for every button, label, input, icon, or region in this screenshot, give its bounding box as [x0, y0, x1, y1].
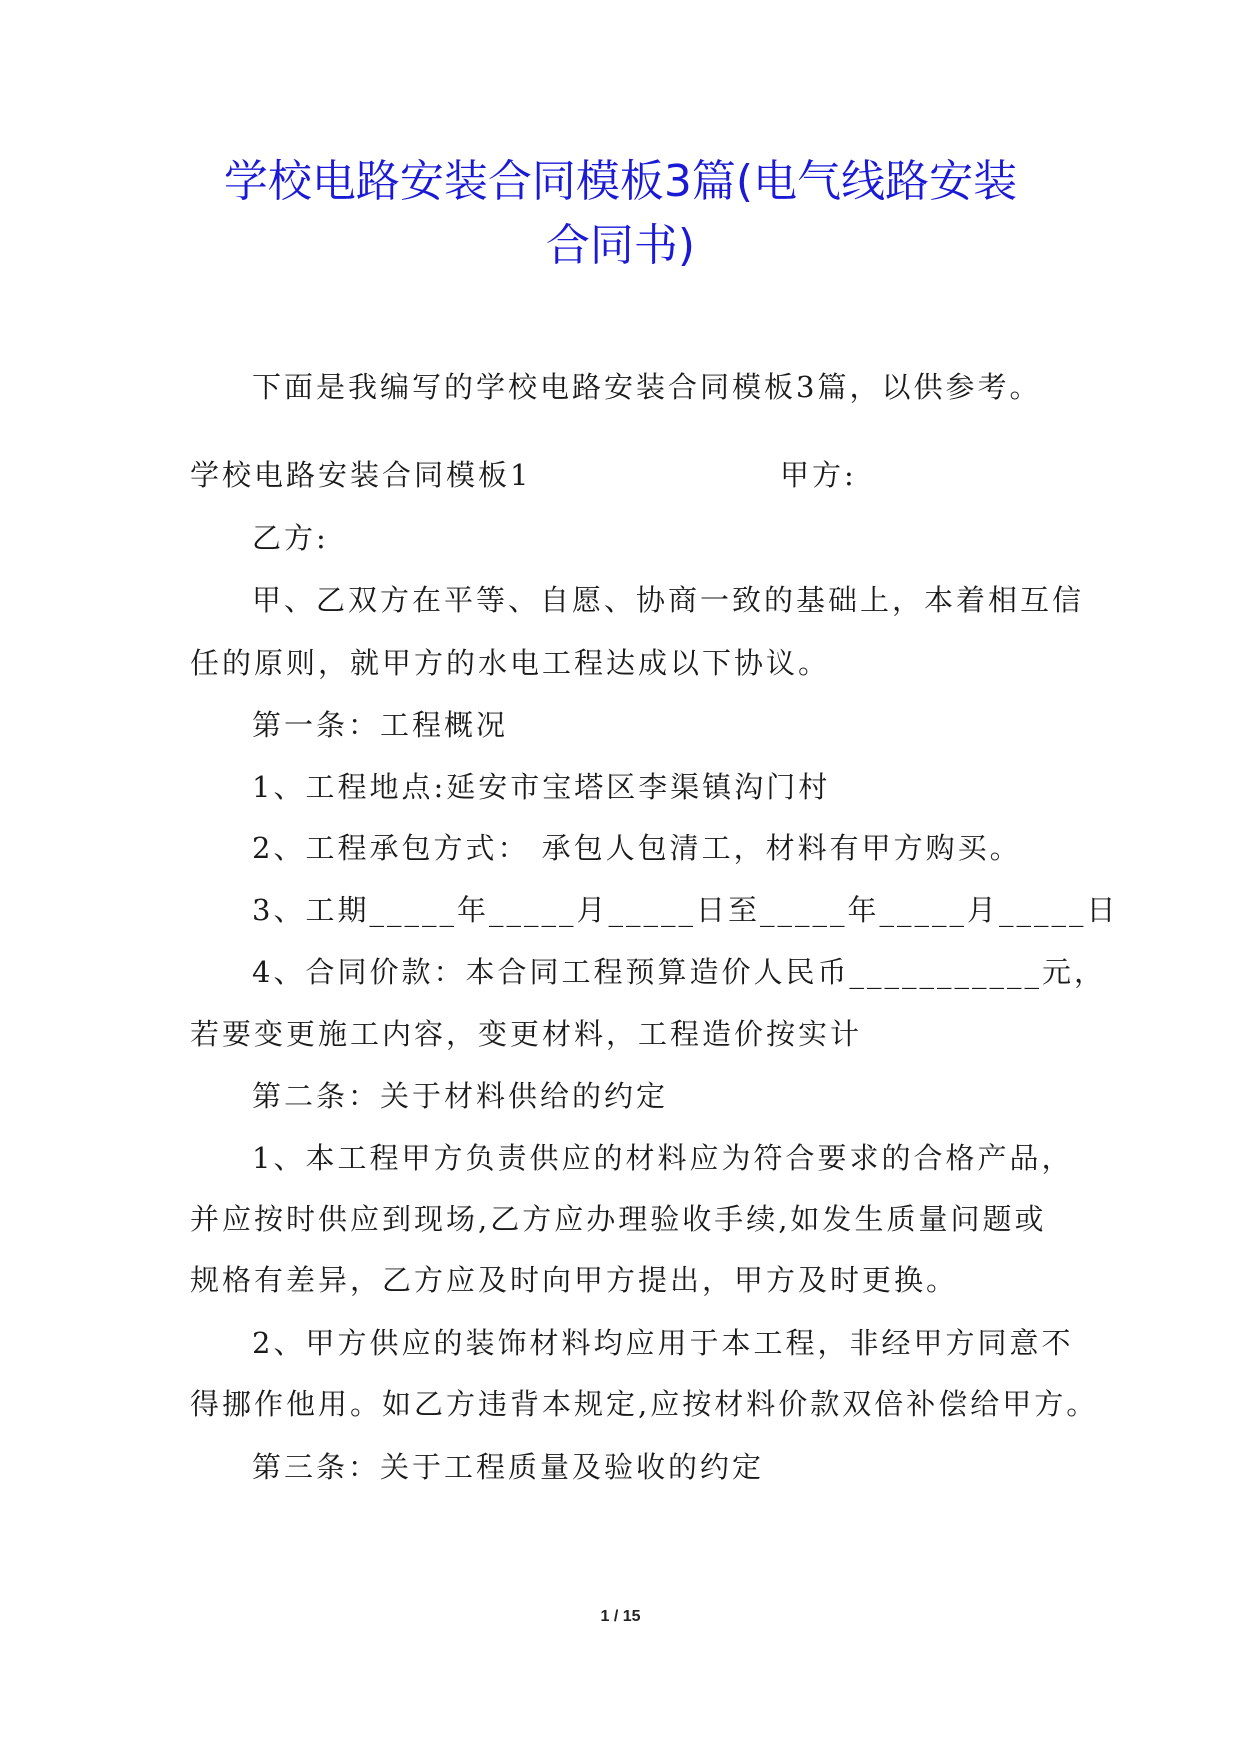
list-item-continuation: 若要变更施工内容，变更材料，工程造价按实计	[190, 1017, 863, 1051]
list-item: 2、甲方供应的装饰材料均应用于本工程，非经甲方同意不	[252, 1326, 1074, 1360]
list-item: 4、合同价款：本合同工程预算造价人民币___________元，	[252, 955, 1106, 989]
title-line-2: 合同书)	[545, 220, 696, 271]
list-item: 3、工期_____年_____月_____日至_____年_____月_____日	[252, 893, 1119, 927]
intro-paragraph: 下面是我编写的学校电路安装合同模板3篇，以供参考。	[252, 370, 1042, 404]
section-heading: 学校电路安装合同模板1	[190, 458, 532, 492]
article-heading: 第一条：工程概况	[252, 708, 509, 742]
list-item-continuation: 得挪作他用。如乙方违背本规定,应按材料价款双倍补偿给甲方。	[190, 1387, 1099, 1421]
list-item: 2、工程承包方式： 承包人包清工，材料有甲方购买。	[252, 831, 1022, 865]
list-item-continuation: 规格有差异，乙方应及时向甲方提出，甲方及时更换。	[190, 1263, 959, 1297]
page-number: 1 / 15	[600, 1608, 641, 1625]
section-heading-line	[190, 443, 1060, 507]
article-heading: 第二条：关于材料供给的约定	[252, 1079, 669, 1113]
paragraph-line: 甲、乙双方在平等、自愿、协商一致的基础上，本着相互信	[252, 583, 1085, 617]
list-item: 1、工程地点:延安市宝塔区李渠镇沟门村	[252, 770, 831, 804]
list-item-continuation: 并应按时供应到现场,乙方应办理验收手续,如发生质量问题或	[190, 1202, 1047, 1236]
list-item: 1、本工程甲方负责供应的材料应为符合要求的合格产品，	[252, 1141, 1074, 1175]
party-a-label: 甲方:	[780, 458, 857, 492]
title-line-1: 学校电路安装合同模板3篇(电气线路安装	[223, 156, 1018, 207]
document-title	[160, 150, 1081, 278]
article-heading: 第三条：关于工程质量及验收的约定	[252, 1450, 765, 1484]
paragraph-line: 任的原则，就甲方的水电工程达成以下协议。	[190, 646, 831, 680]
party-b-label: 乙方:	[252, 521, 329, 555]
